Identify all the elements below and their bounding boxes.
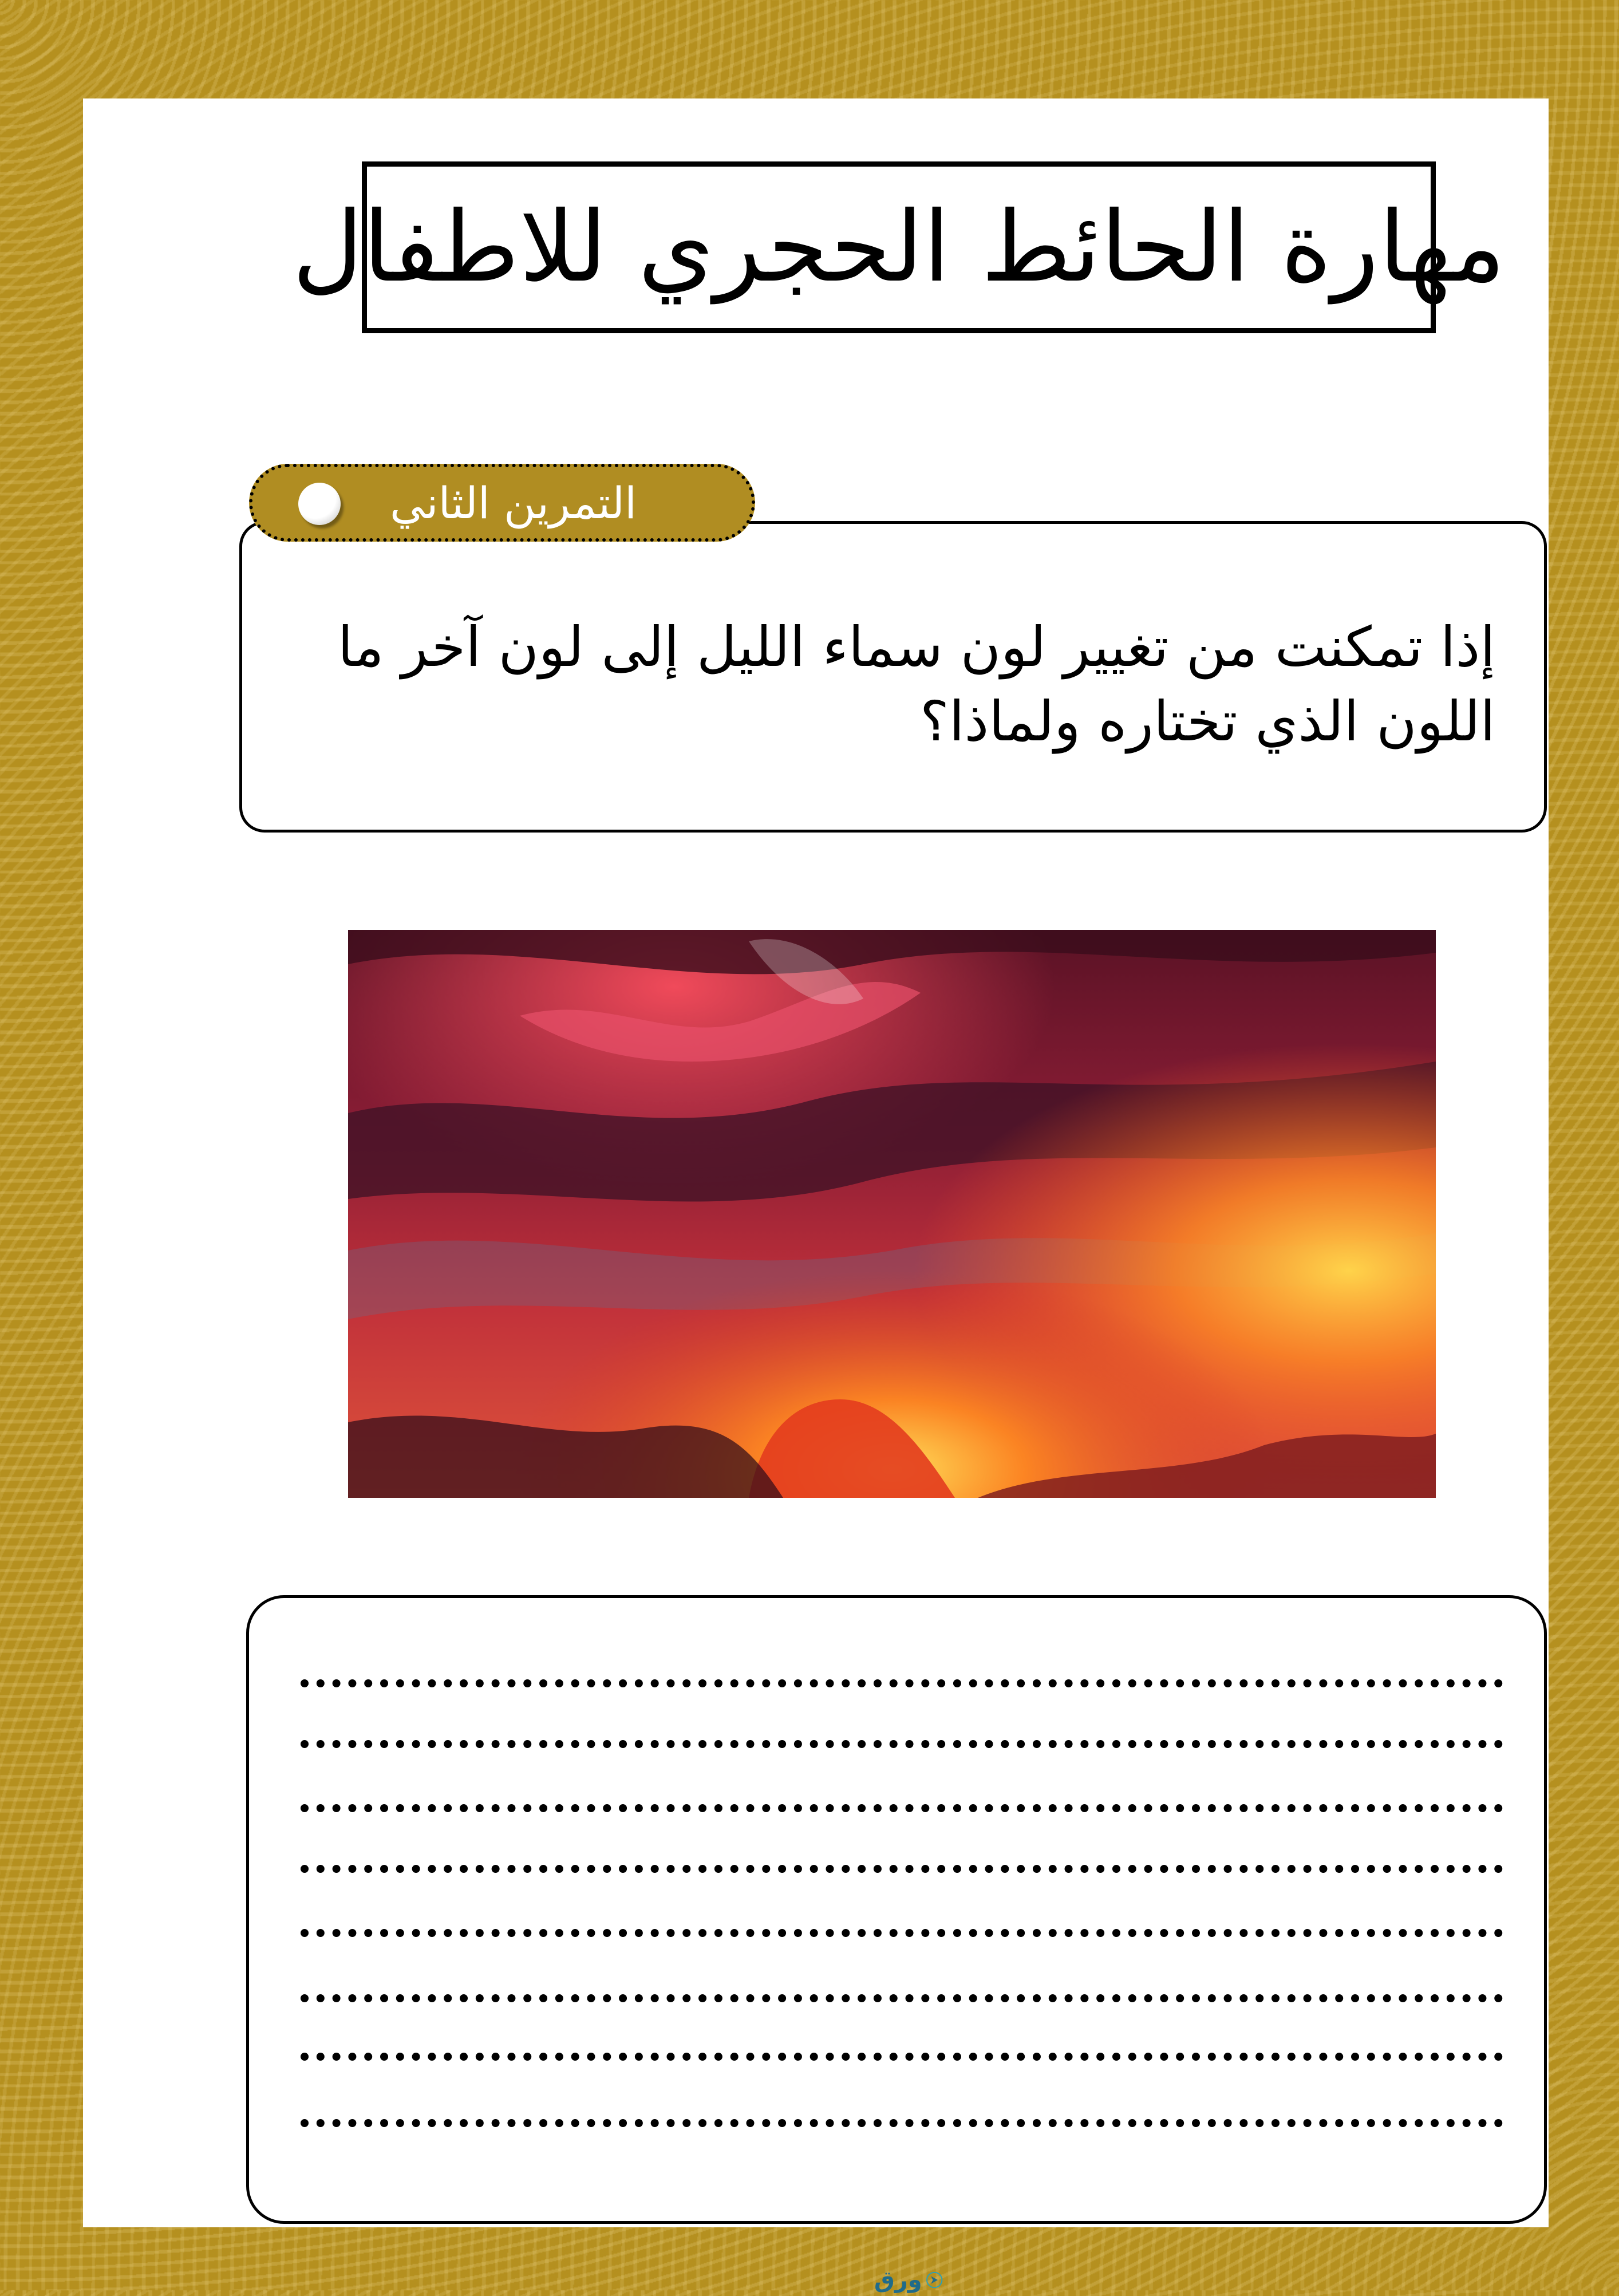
red-sky-image	[348, 930, 1436, 1498]
answer-line[interactable]	[301, 1740, 1503, 1748]
answer-line[interactable]	[301, 1865, 1503, 1873]
answer-line[interactable]	[301, 2053, 1503, 2061]
question-box	[239, 521, 1547, 833]
answer-box	[246, 1595, 1547, 2224]
worksheet-page	[83, 98, 1549, 2293]
arrow-logo-icon	[926, 2267, 943, 2293]
answer-line[interactable]	[301, 1994, 1503, 2002]
exercise-label-pill	[249, 464, 755, 542]
bullet-dot-icon	[298, 483, 341, 525]
title-box	[292, 161, 1506, 333]
page-title: مهارة الحائط الحجري للاطفال	[292, 191, 1506, 304]
site-logo	[874, 2264, 943, 2296]
answer-line[interactable]	[301, 1929, 1503, 1937]
question-text: إذا تمكنت من تغيير لون سماء الليل إلى لون آخر ما اللون الذي تختاره ولماذا؟	[337, 615, 1495, 754]
answer-line[interactable]	[301, 2119, 1503, 2127]
exercise-label: التمرين الثاني	[390, 478, 637, 528]
answer-line[interactable]	[301, 1804, 1503, 1812]
answer-line[interactable]	[301, 1679, 1503, 1687]
logo-text: ورق	[874, 2267, 922, 2293]
